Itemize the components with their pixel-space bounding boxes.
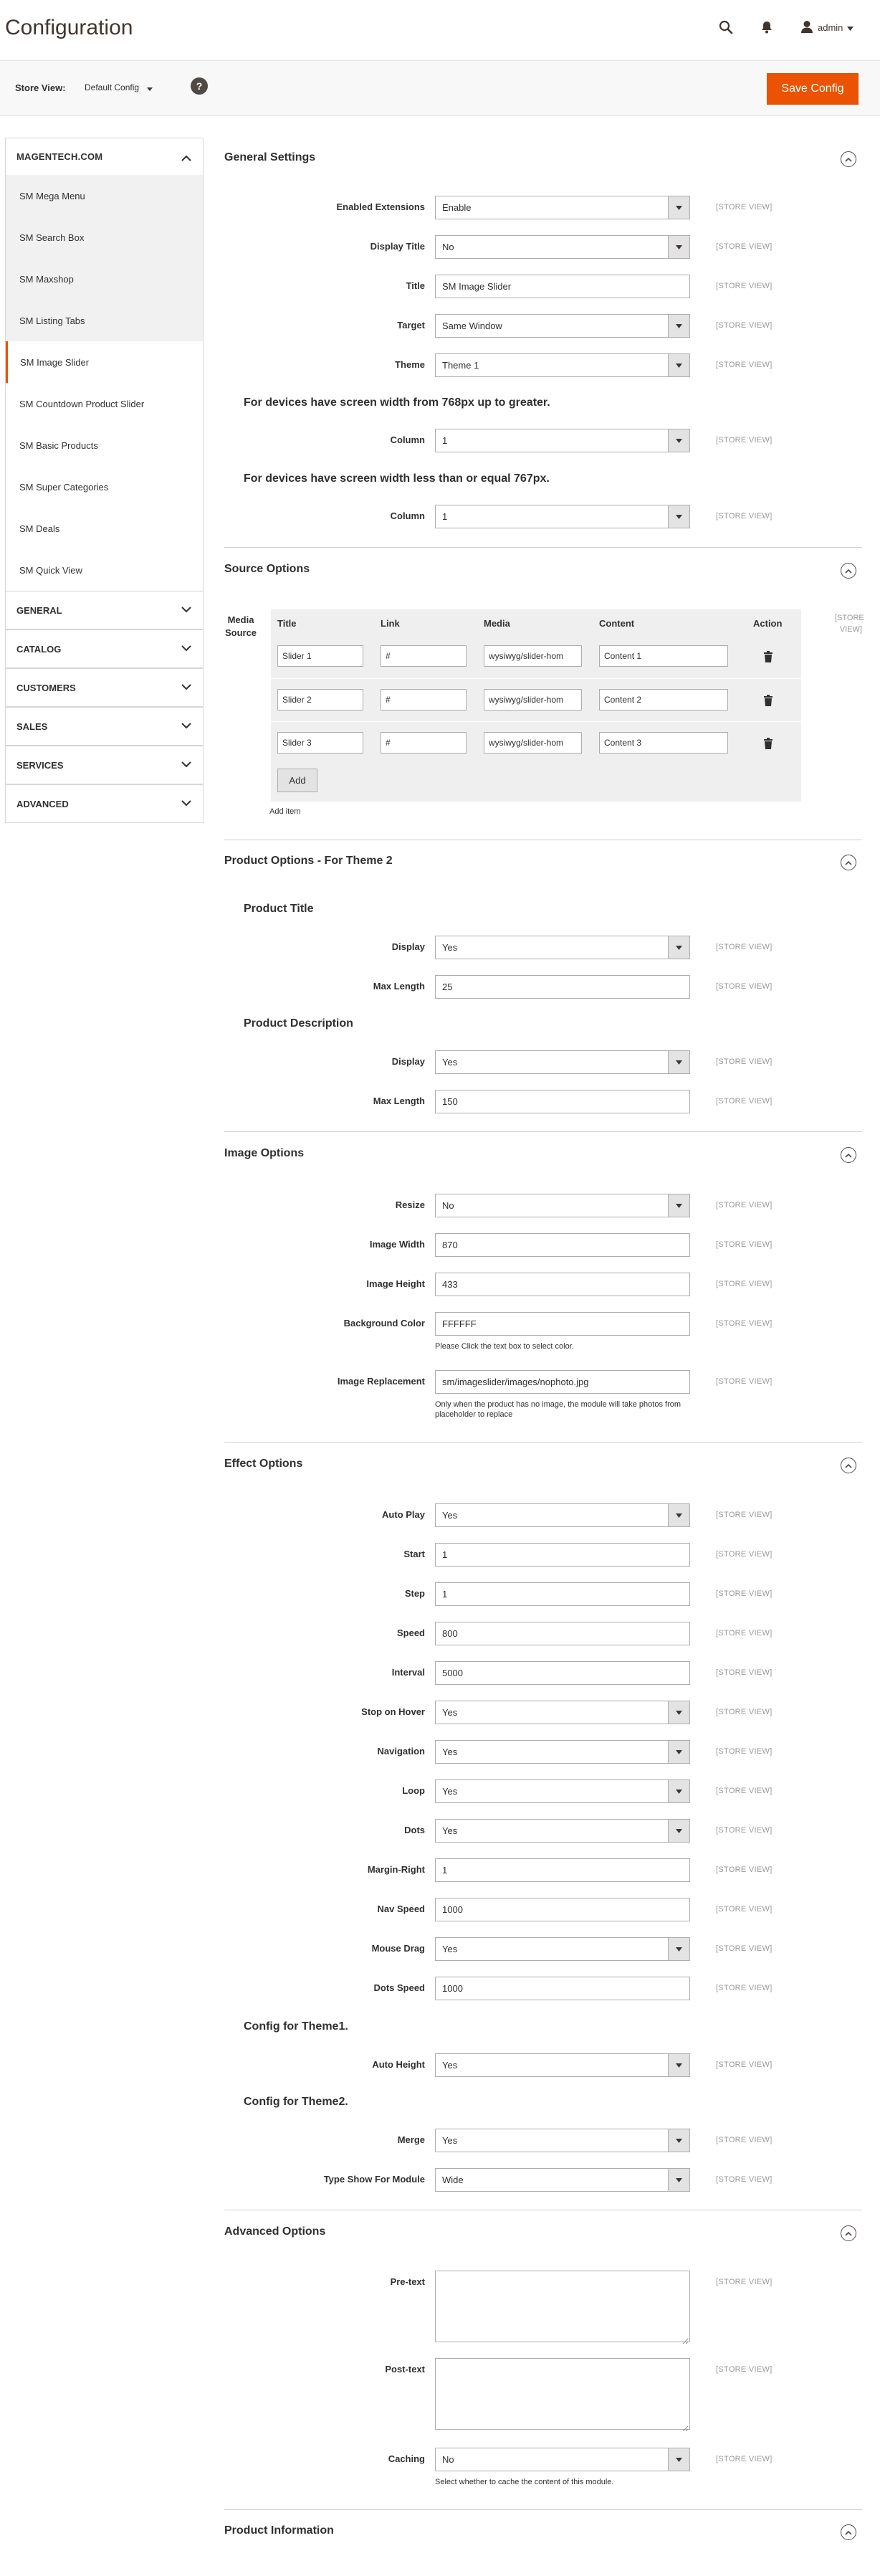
field-label-image-replacement: Image Replacement [337,1376,425,1387]
scope-label: [STORE VIEW] [716,943,773,951]
media-source-label: Media Source [224,614,257,638]
collapse-circle-icon[interactable] [841,2524,856,2540]
field-label-column: Column [390,510,425,521]
auto-play-select[interactable] [435,1503,690,1527]
chevron-down-icon [181,682,191,693]
margin-right-input[interactable]: 1 [435,1858,690,1882]
scope-label: [STORE VIEW] [716,2278,773,2286]
start-input[interactable]: 1 [435,1543,690,1567]
type-show-select[interactable] [435,2168,690,2192]
devices-small-heading: For devices have screen width less than or equal 767px. [244,472,550,485]
caret-down-icon [668,1701,689,1724]
merge-select[interactable] [435,2129,690,2152]
field-label-navigation: Navigation [377,1746,425,1757]
column-header-title: Title [277,618,297,629]
auto-height-select[interactable] [435,2053,690,2077]
scope-label: [STORE VIEW] [716,1905,773,1914]
sidebar-item-sm-super-categories[interactable]: SM Super Categories [6,466,203,508]
select-value: Yes [442,942,458,953]
scope-label [835,612,862,635]
caching-select[interactable] [435,2448,690,2471]
chevron-down-icon [181,643,191,654]
sidebar-section-catalog[interactable] [5,629,204,668]
theme-select[interactable] [435,353,690,377]
field-label-dots: Dots [404,1825,425,1835]
store-view-label: Store View: [15,82,66,93]
select-value: No [442,2454,454,2465]
scope-label: [STORE VIEW] [716,203,773,212]
select-value: Yes [442,2060,458,2071]
collapse-circle-icon[interactable] [841,151,856,167]
field-label-interval: Interval [391,1667,425,1678]
add-row-button[interactable]: Add [277,769,317,792]
field-label-resize: Resize [395,1199,425,1210]
sidebar-tab-label: MAGENTECH.COM [16,151,103,162]
scope-label: [STORE VIEW] [716,2061,773,2069]
sidebar-submenu [5,175,204,591]
row-content-input[interactable]: Content 2 [599,689,728,710]
store-view-bar [0,60,880,116]
scope-label: [STORE VIEW] [716,2365,773,2374]
column-header-content: Content [599,618,635,629]
select-value: Yes [442,1825,458,1836]
field-label-dots-speed: Dots Speed [373,1982,425,1993]
sidebar-item-sm-deals[interactable]: SM Deals [6,508,203,549]
scope-label: [STORE VIEW] [716,1589,773,1598]
select-value: Enable [442,202,472,213]
scope-label: [STORE VIEW] [716,1826,773,1835]
sidebar-section-advanced[interactable] [5,784,204,823]
field-label-stop-on-hover: Stop on Hover [361,1706,425,1717]
user-icon [800,20,813,35]
collapse-circle-icon[interactable] [841,2225,856,2241]
select-value: Yes [442,2135,458,2146]
scope-label-line: VIEW] [839,625,862,634]
field-label-auto-height: Auto Height [372,2059,425,2070]
column-header-action: Action [753,618,783,629]
sidebar-item-sm-mega-menu[interactable]: SM Mega Menu [19,190,85,201]
sidebar-section-sales[interactable] [5,707,204,746]
navigation-select[interactable] [435,1740,690,1764]
scope-label: [STORE VIEW] [716,1280,773,1288]
resize-grip-icon[interactable] [682,2334,688,2340]
field-label-type-show-for-module: Type Show For Module [323,2174,425,2185]
section-divider [224,1131,862,1132]
post-text-textarea[interactable] [435,2358,690,2430]
row-content-input[interactable]: Content 1 [599,645,728,667]
desc-display-select[interactable] [435,1050,690,1074]
caret-down-icon [668,2129,689,2152]
caching-note: Select whether to cache the content of this module. [435,2478,614,2486]
scope-label: [STORE VIEW] [716,242,773,251]
caret-down-icon [147,83,153,93]
sidebar-section-label: SERVICES [16,759,64,771]
field-label-merge: Merge [397,2134,425,2145]
caret-down-icon [668,1051,689,1073]
scope-label: [STORE VIEW] [716,1058,773,1066]
sidebar-section-label: GENERAL [16,604,62,616]
field-label-title: Title [406,280,425,291]
row-link-input[interactable]: # [381,732,467,754]
field-label-display: Display [391,1056,425,1067]
scope-label: [STORE VIEW] [716,1787,773,1795]
row-title-input[interactable]: Slider 1 [277,645,363,667]
row-link-input[interactable]: # [381,645,467,667]
section-title-effect-options[interactable]: Effect Options [224,1458,303,1470]
column-header-media: Media [484,618,510,629]
caret-down-icon [668,1194,689,1217]
field-label-mouse-drag: Mouse Drag [371,1943,425,1954]
caret-down-icon [668,2054,689,2076]
store-view-value: Default Config [85,82,140,92]
scope-label: [STORE VIEW] [716,1668,773,1677]
caret-down-icon [668,429,689,452]
mouse-drag-select[interactable] [435,1937,690,1961]
section-title-image-options[interactable]: Image Options [224,1147,305,1159]
field-label-max-length: Max Length [373,1095,425,1106]
resize-select[interactable] [435,1194,690,1217]
column-header-link: Link [381,618,400,629]
field-label-pre-text: Pre-text [390,2276,425,2287]
page-title: Configuration [5,16,133,39]
table-row [271,678,801,721]
resize-grip-icon[interactable] [682,2422,688,2428]
interval-input[interactable]: 5000 [435,1661,690,1685]
sidebar-section-services[interactable] [5,746,204,784]
scope-label: [STORE VIEW] [716,1866,773,1874]
field-label-max-length: Max Length [373,981,425,992]
title-display-select[interactable] [435,936,690,959]
stop-on-hover-select[interactable] [435,1701,690,1724]
scope-label: [STORE VIEW] [716,436,773,445]
sidebar-item-sm-maxshop[interactable]: SM Maxshop [19,273,74,285]
sidebar-section-label: ADVANCED [16,798,69,809]
scope-label: [STORE VIEW] [716,1984,773,1992]
title-input[interactable]: SM Image Slider [435,275,690,298]
sidebar-section-label: CATALOG [16,643,62,655]
save-config-button[interactable]: Save Config [767,73,859,105]
sidebar-item-sm-quick-view[interactable]: SM Quick View [6,549,203,591]
sidebar-item-sm-countdown-product-slider[interactable]: SM Countdown Product Slider [6,383,203,424]
caret-down-icon [668,1504,689,1526]
scope-label: [STORE VIEW] [716,1319,773,1328]
sidebar-section-label: CUSTOMERS [16,682,76,693]
row-media-input[interactable]: wysiwyg/slider-hom [484,732,582,754]
scope-label: [STORE VIEW] [716,2136,773,2144]
speed-input[interactable]: 800 [435,1622,690,1645]
field-label-caching: Caching [388,2453,425,2464]
theme1-config-heading: Config for Theme1. [244,2020,348,2033]
section-title-advanced-options[interactable]: Advanced Options [224,2225,326,2238]
chevron-down-icon [181,721,191,731]
scope-label: [STORE VIEW] [716,1944,773,1953]
media-source-table [271,609,801,802]
table-row [271,635,801,678]
select-value: Yes [442,1944,458,1954]
sidebar-section-label: SALES [16,721,48,732]
select-value: 1 [442,435,448,446]
field-label-display: Display [391,941,425,952]
field-label-image-height: Image Height [366,1278,425,1289]
image-replacement-input[interactable]: sm/imageslider/images/nophoto.jpg [435,1370,690,1394]
theme2-config-heading: Config for Theme2. [244,2096,348,2108]
scope-label: [STORE VIEW] [716,1511,773,1519]
scope-label: [STORE VIEW] [716,2455,773,2463]
select-value: Yes [442,1057,458,1068]
scope-label: [STORE VIEW] [716,1629,773,1638]
field-label-margin-right: Margin-Right [367,1864,425,1875]
select-value: No [442,1200,454,1211]
product-description-heading: Product Description [244,1017,353,1030]
caret-down-icon [668,936,689,959]
field-label-auto-play: Auto Play [382,1509,425,1520]
field-label-image-width: Image Width [369,1239,425,1250]
table-row [271,721,801,764]
scope-label: [STORE VIEW] [716,512,773,521]
caret-down-icon [668,2169,689,2191]
section-divider [224,2509,862,2510]
caret-down-icon [847,22,853,33]
select-value: 1 [442,511,448,522]
section-title-general-settings[interactable]: General Settings [224,151,316,163]
scope-label: [STORE VIEW] [716,1550,773,1559]
sidebar-item-sm-search-box[interactable]: SM Search Box [19,232,85,243]
collapse-circle-icon[interactable] [841,855,856,870]
section-title-product-information[interactable]: Product Information [224,2524,334,2537]
row-link-input[interactable]: # [381,689,467,710]
select-value: Same Window [442,320,502,331]
field-label-display-title: Display Title [370,241,425,252]
section-title-source-options[interactable]: Source Options [224,563,310,575]
caret-down-icon [668,1741,689,1763]
dots-select[interactable] [435,1819,690,1843]
search-icon[interactable] [717,19,735,36]
sidebar-item-sm-listing-tabs[interactable]: SM Listing Tabs [19,315,85,326]
column-small-select[interactable] [435,505,690,528]
caret-down-icon [668,354,689,376]
scope-label: [STORE VIEW] [716,1097,773,1106]
scope-label: [STORE VIEW] [716,1201,773,1209]
caret-down-icon [668,315,689,337]
select-value: Yes [442,1707,458,1718]
collapse-circle-icon[interactable] [841,1147,856,1163]
chevron-down-icon [181,798,191,809]
store-view-switcher[interactable] [85,82,153,93]
field-label-enabled-extensions: Enabled Extensions [336,201,425,212]
nav-speed-input[interactable]: 1000 [435,1898,690,1921]
field-label-loop: Loop [402,1785,425,1796]
section-title-product-options[interactable]: Product Options - For Theme 2 [224,855,393,867]
caret-down-icon [668,236,689,258]
desc-max-length-input[interactable]: 150 [435,1090,690,1113]
admin-menu[interactable] [800,19,853,36]
target-select[interactable] [435,314,690,338]
field-label-column: Column [390,434,425,445]
scope-label: [STORE VIEW] [716,1708,773,1716]
field-label-speed: Speed [396,1627,425,1638]
enabled-extensions-select[interactable] [435,196,690,219]
caret-down-icon [668,1820,689,1842]
bell-icon[interactable] [758,19,775,36]
scope-label-line: [STORE [835,614,864,622]
caret-down-icon [668,2448,689,2471]
step-input[interactable]: 1 [435,1582,690,1606]
admin-username: admin [818,22,843,33]
caret-down-icon [668,196,689,219]
scope-label: [STORE VIEW] [716,2175,773,2184]
section-divider [224,1442,862,1443]
field-label-theme: Theme [395,359,425,370]
field-label-target: Target [397,320,425,331]
collapse-circle-icon[interactable] [841,563,856,579]
field-label-nav-speed: Nav Speed [377,1904,425,1914]
title-max-length-input[interactable]: 25 [435,975,690,999]
caret-down-icon [668,505,689,528]
field-label-background-color: Background Color [343,1318,425,1329]
chevron-down-icon [181,604,191,615]
sidebar-item-sm-image-slider[interactable]: SM Image Slider [6,341,203,383]
scope-label: [STORE VIEW] [716,321,773,330]
select-value: Theme 1 [442,360,479,371]
select-value: Yes [442,1510,458,1521]
row-media-input[interactable]: wysiwyg/slider-hom [484,645,582,667]
select-value: Yes [442,1786,458,1797]
help-icon[interactable]: ? [191,77,208,95]
select-value: Yes [442,1746,458,1757]
trash-icon[interactable] [763,738,773,749]
image-replacement-note: Only when the product has no image, the module will take photos from placeholder to replace [435,1400,681,1419]
caret-down-icon [668,1938,689,1960]
section-divider [224,547,862,548]
trash-icon[interactable] [763,651,773,662]
background-color-note: Please Click the text box to select color. [435,1342,574,1351]
loop-select[interactable] [435,1779,690,1803]
sidebar-tab-magentech[interactable] [5,138,204,175]
chevron-up-icon [181,153,191,163]
row-media-input[interactable]: wysiwyg/slider-hom [484,689,582,710]
field-label-start: Start [403,1549,425,1559]
dots-speed-input[interactable]: 1000 [435,1977,690,2000]
image-height-input[interactable]: 433 [435,1273,690,1296]
sidebar-section-general[interactable] [5,591,204,629]
trash-icon[interactable] [763,695,773,706]
chevron-down-icon [181,759,191,770]
sidebar-section-customers[interactable] [5,668,204,707]
select-value: Wide [442,2175,464,2185]
display-title-select[interactable] [435,235,690,259]
background-color-input[interactable]: FFFFFF [435,1312,690,1336]
devices-large-heading: For devices have screen width from 768px up to greater. [244,396,550,409]
field-label-step: Step [404,1588,425,1599]
sidebar-item-sm-basic-products[interactable]: SM Basic Products [6,424,203,466]
scope-label: [STORE VIEW] [716,1747,773,1756]
caret-down-icon [668,1780,689,1802]
scope-label: [STORE VIEW] [716,361,773,369]
scope-label: [STORE VIEW] [716,1377,773,1386]
row-title-input[interactable]: Slider 3 [277,732,363,754]
scope-label: [STORE VIEW] [716,1240,773,1249]
row-content-input[interactable]: Content 3 [599,732,728,754]
row-title-input[interactable]: Slider 2 [277,689,363,710]
collapse-circle-icon[interactable] [841,1458,856,1473]
add-item-label: Add item [269,807,301,816]
column-large-select[interactable] [435,429,690,452]
image-width-input[interactable]: 870 [435,1233,690,1257]
scope-label: [STORE VIEW] [716,982,773,991]
product-title-heading: Product Title [244,903,314,915]
select-value: No [442,242,454,252]
page-header [0,0,880,57]
field-label-post-text: Post-text [385,2364,425,2375]
scope-label: [STORE VIEW] [716,282,773,290]
pre-text-textarea[interactable] [435,2271,690,2342]
